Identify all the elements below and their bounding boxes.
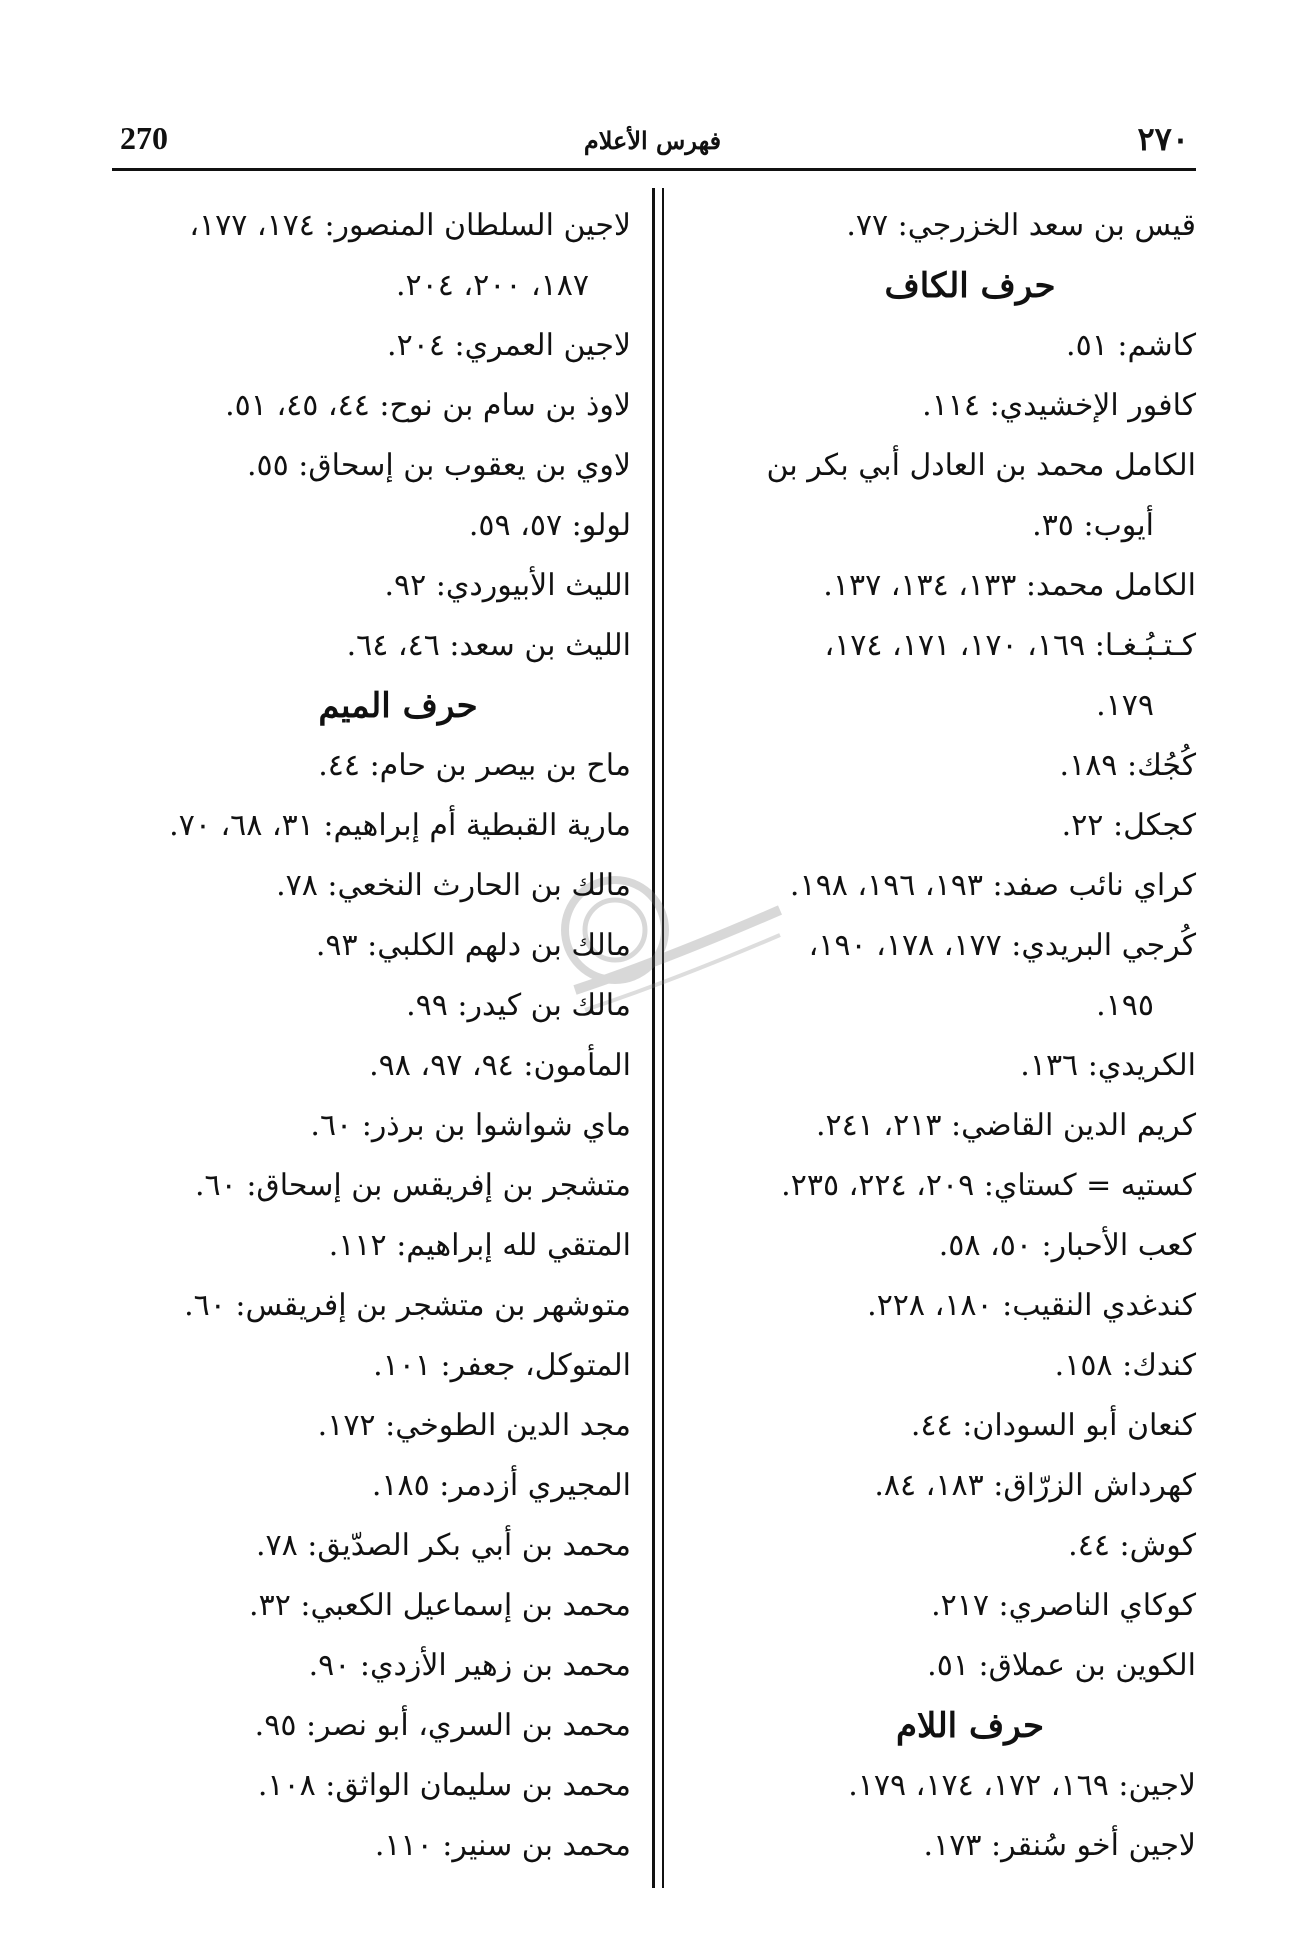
index-entry: [125, 1576, 631, 1636]
page-header: [110, 120, 1195, 170]
index-entry: [125, 1456, 631, 1516]
index-entry: [684, 376, 1196, 436]
index-entry: [684, 316, 1196, 376]
index-entry: [125, 1036, 631, 1096]
index-entry: [684, 196, 1196, 256]
index-entry-text: متوشهر بن متشجر بن إفريقس: ٦٠.: [184, 1288, 631, 1323]
index-entry: [125, 1276, 631, 1336]
index-entry: [125, 436, 631, 496]
index-entry-text: لاجين: ١٦٩، ١٧٢، ١٧٤، ١٧٩.: [848, 1768, 1196, 1803]
index-entry: [125, 1636, 631, 1696]
index-entry-text: متشجر بن إفريقس بن إسحاق: ٦٠.: [195, 1168, 631, 1203]
index-entry: [684, 916, 1196, 1036]
index-entry-text: المتقي لله إبراهيم: ١١٢.: [328, 1228, 631, 1263]
column-divider: [662, 188, 664, 1888]
index-entry: [125, 1816, 631, 1876]
index-entry-text: محمد بن السري، أبو نصر: ٩٥.: [254, 1708, 631, 1743]
index-entry: [125, 976, 631, 1036]
index-entry: [125, 1336, 631, 1396]
index-entry: [684, 1336, 1196, 1396]
index-entry-continuation: ١٩٥.: [1096, 988, 1154, 1023]
index-entry-text: كاشم: ٥١.: [1066, 328, 1196, 363]
index-entry: [125, 1396, 631, 1456]
index-entry-text: كريم الدين القاضي: ٢١٣، ٢٤١.: [816, 1108, 1196, 1143]
index-entry-text: لاوي بن يعقوب بن إسحاق: ٥٥.: [246, 448, 631, 483]
index-entry-text: الكوين بن عملاق: ٥١.: [927, 1648, 1196, 1683]
index-entry: [684, 1396, 1196, 1456]
index-entry: [684, 1156, 1196, 1216]
index-entry: [125, 1096, 631, 1156]
index-entry-text: كُجُك: ١٨٩.: [1059, 748, 1196, 783]
index-entry: [684, 736, 1196, 796]
header-rule: [112, 168, 1196, 171]
page-number-latin: 270: [120, 120, 168, 156]
index-entry-text: كوكاي الناصري: ٢١٧.: [931, 1588, 1196, 1623]
index-entry-text: كندغدي النقيب: ١٨٠، ٢٢٨.: [867, 1288, 1196, 1323]
index-column-left: [125, 196, 631, 1876]
page-number-arabic: ٢٧٠: [1137, 120, 1189, 158]
index-entry-text: المجيري أزدمر: ١٨٥.: [371, 1468, 631, 1503]
index-entry-text: لاجين أخو سُنقر: ١٧٣.: [923, 1828, 1196, 1863]
index-entry-text: ماح بن بيصر بن حام: ٤٤.: [318, 748, 631, 783]
index-entry-text: مارية القبطية أم إبراهيم: ٣١، ٦٨، ٧٠.: [169, 808, 631, 843]
index-entry: [125, 616, 631, 676]
column-divider: [652, 188, 655, 1888]
index-entry-text: كنعان أبو السودان: ٤٤.: [910, 1408, 1196, 1443]
index-entry-text: محمد بن سنير: ١١٠.: [374, 1828, 631, 1863]
index-entry: [125, 1156, 631, 1216]
index-entry-text: المأمون: ٩٤، ٩٧، ٩٨.: [369, 1048, 631, 1083]
index-entry-text: مالك بن الحارث النخعي: ٧٨.: [276, 868, 631, 903]
index-entry: [125, 1756, 631, 1816]
index-entry: [125, 1696, 631, 1756]
index-entry: [684, 556, 1196, 616]
index-entry-continuation: ١٨٧، ٢٠٠، ٢٠٤.: [395, 268, 589, 303]
index-entry-text: محمد بن سليمان الواثق: ١٠٨.: [257, 1768, 631, 1803]
index-entry: [684, 1756, 1196, 1816]
index-entry-text: المتوكل، جعفر: ١٠١.: [373, 1348, 631, 1383]
index-entry: [684, 1216, 1196, 1276]
index-entry: [125, 1216, 631, 1276]
index-entry-text: مجد الدين الطوخي: ١٧٢.: [317, 1408, 631, 1443]
index-entry-text: كُرجي البريدي: ١٧٧، ١٧٨، ١٩٠،: [808, 928, 1196, 963]
letter-section-heading: حرف الكاف: [884, 266, 1056, 306]
index-entry-text: كستيه = كستاي: ٢٠٩، ٢٢٤، ٢٣٥.: [781, 1168, 1196, 1203]
index-entry: [125, 556, 631, 616]
index-entry-text: لاوذ بن سام بن نوح: ٤٤، ٤٥، ٥١.: [225, 388, 631, 423]
index-entry: [125, 736, 631, 796]
letter-section-heading: حرف الميم: [318, 686, 478, 726]
index-entry-text: لولو: ٥٧، ٥٩.: [468, 508, 631, 543]
index-entry: [684, 616, 1196, 736]
index-entry: [684, 1096, 1196, 1156]
index-entry-continuation: أيوب: ٣٥.: [1032, 508, 1154, 543]
index-entry-text: كجكل: ٢٢.: [1061, 808, 1196, 843]
index-entry-text: الكامل محمد: ١٣٣، ١٣٤، ١٣٧.: [823, 568, 1196, 603]
running-title: فهرس الأعلام: [583, 126, 722, 155]
index-entry-text: ماي شواشوا بن برذر: ٦٠.: [310, 1108, 631, 1143]
index-entry-text: كوش: ٤٤.: [1068, 1528, 1196, 1563]
index-entry-text: الليث الأبيوردي: ٩٢.: [384, 568, 631, 603]
index-entry-text: كهرداش الزرّاق: ١٨٣، ٨٤.: [874, 1468, 1196, 1503]
index-entry-text: الكامل محمد بن العادل أبي بكر بن: [766, 448, 1196, 483]
index-entry: [125, 496, 631, 556]
index-entry-text: لاجين السلطان المنصور: ١٧٤، ١٧٧،: [189, 208, 631, 243]
index-entry-text: محمد بن أبي بكر الصدّيق: ٧٨.: [255, 1528, 631, 1563]
index-entry: [684, 1816, 1196, 1876]
index-entry-continuation: ١٧٩.: [1096, 688, 1154, 723]
index-entry: [684, 1636, 1196, 1696]
index-entry: [684, 1456, 1196, 1516]
index-entry: [125, 376, 631, 436]
index-entry: [684, 1516, 1196, 1576]
index-entry-text: الليث بن سعد: ٤٦، ٦٤.: [346, 628, 631, 663]
index-entry-text: كراي نائب صفد: ١٩٣، ١٩٦، ١٩٨.: [789, 868, 1196, 903]
index-entry-text: مالك بن كيدر: ٩٩.: [406, 988, 631, 1023]
index-entry: [125, 316, 631, 376]
index-column-right: [684, 196, 1196, 1876]
index-entry-text: محمد بن زهير الأزدي: ٩٠.: [308, 1648, 631, 1683]
index-entry-text: قيس بن سعد الخزرجي: ٧٧.: [846, 208, 1196, 243]
index-entry-text: الكريدي: ١٣٦.: [1020, 1048, 1196, 1083]
index-entry-text: مالك بن دلهم الكلبي: ٩٣.: [315, 928, 631, 963]
index-entry: [125, 1516, 631, 1576]
index-entry: [684, 856, 1196, 916]
index-entry-text: كعب الأحبار: ٥٠، ٥٨.: [938, 1228, 1196, 1263]
index-entry-text: لاجين العمري: ٢٠٤.: [387, 328, 631, 363]
index-entry: [684, 1276, 1196, 1336]
index-entry: [125, 916, 631, 976]
index-entry: [684, 436, 1196, 556]
index-entry-text: كـتـبُـغـا: ١٦٩، ١٧٠، ١٧١، ١٧٤،: [824, 628, 1196, 663]
index-entry: [125, 856, 631, 916]
index-entry-text: كندك: ١٥٨.: [1054, 1348, 1196, 1383]
index-entry: [684, 796, 1196, 856]
index-entry: [125, 196, 631, 316]
index-entry: [684, 1036, 1196, 1096]
index-entry-text: كافور الإخشيدي: ١١٤.: [922, 388, 1196, 423]
index-entry-text: محمد بن إسماعيل الكعبي: ٣٢.: [249, 1588, 631, 1623]
index-entry: [125, 796, 631, 856]
letter-section-heading: حرف اللام: [895, 1706, 1044, 1746]
index-entry: [684, 1576, 1196, 1636]
